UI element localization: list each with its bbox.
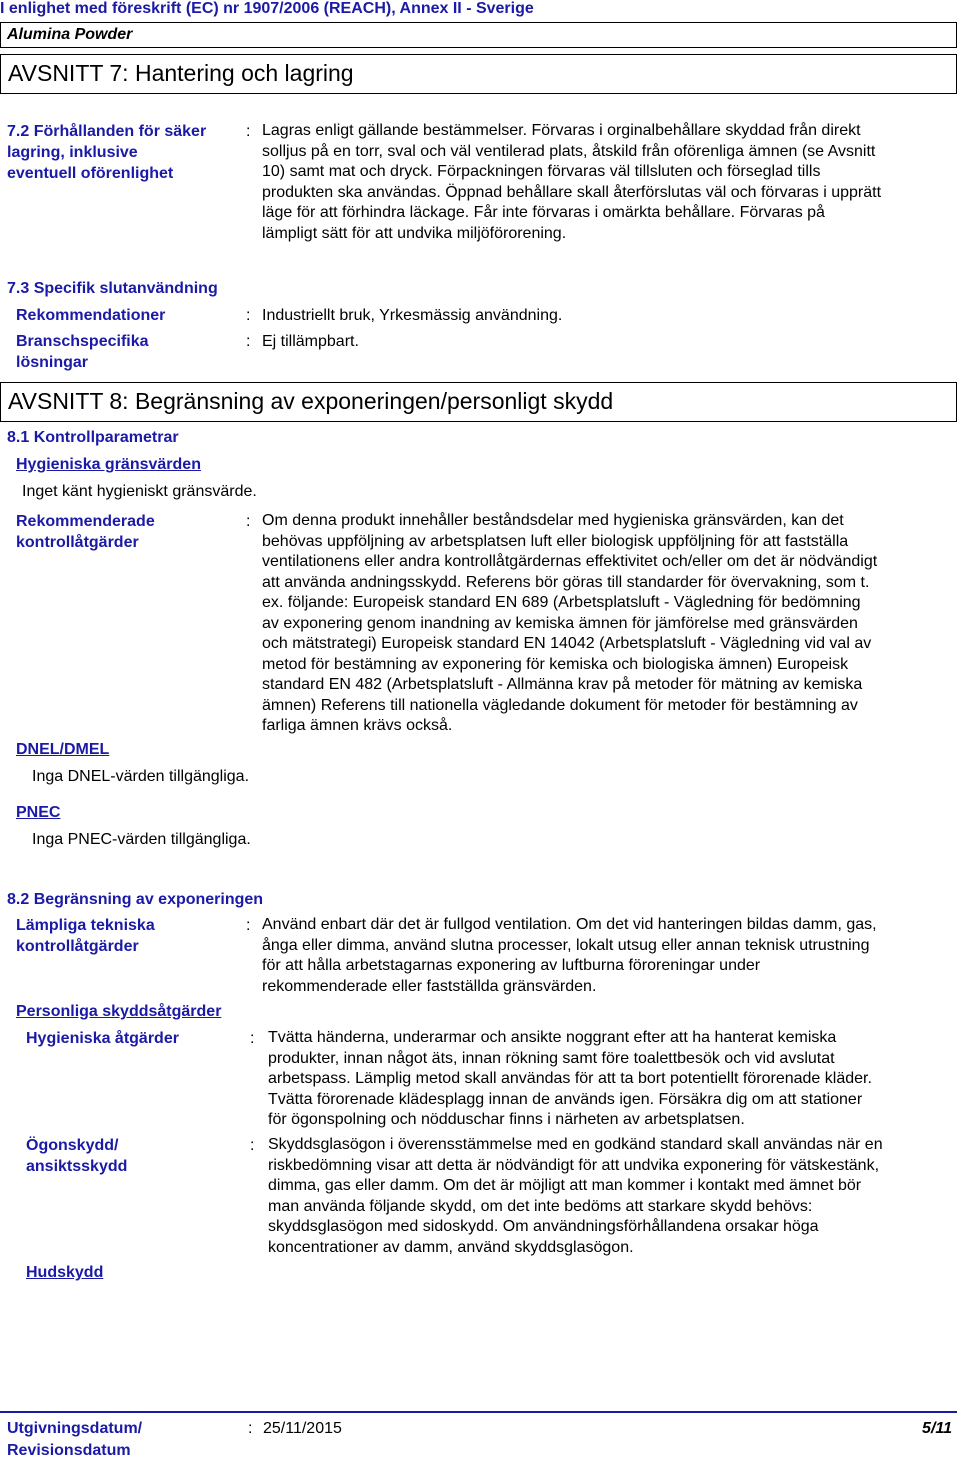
s72-text-line: produkten ska användas. Öppnad behållare skall återförslutas väl och förvaras i upprätt xyxy=(262,183,882,201)
tekniska-label-line-1: Lämpliga tekniska xyxy=(16,917,155,934)
branschspecifika-text: Ej tillämpbart. xyxy=(262,333,359,350)
rekommenderade-text-line: metod för bestämning av exponering för kemiska och biologiska ämnen) Europeisk xyxy=(262,655,849,673)
hygieniska-atgarder-label: Hygieniska åtgärder xyxy=(26,1030,179,1047)
rekommenderade-text-line: ventilationens eller andra kontrollåtgärdernas effektivitet och/eller om det är nödvändigt xyxy=(262,553,878,570)
hygieniska-atgarder-text xyxy=(268,1028,872,1131)
tekniska-text-line: rekommenderade eller fastställda gränsvärden. xyxy=(262,977,597,995)
ogonskydd-text-line: dimma, gas eller damm. Om det är möjligt att man kommer i kontakt med ämnet bör xyxy=(268,1177,862,1194)
footer-date-label-line-1: Utgivningsdatum/ xyxy=(7,1420,143,1437)
footer-divider xyxy=(0,1411,957,1413)
ogonskydd-text-line: riskbedömning visar att detta är nödvändigt för att undvika exponering för vätskestänk, xyxy=(268,1156,880,1174)
tekniska-text-line: Använd enbart där det är fullgod ventilation. Om det vid hanteringen bildas damm, gas, xyxy=(262,916,877,933)
branschspecifika-label-line-2: lösningar xyxy=(16,354,89,371)
hygieniska-atgarder-text-line: för ögonspolning och nödduschar finns i närheten av arbetsplatsen. xyxy=(268,1111,745,1128)
rekommenderade-text-line: och mätstrategi) Europeisk standard EN 14042 (Arbetsplatsluft - Vägledning vid val av xyxy=(262,635,872,652)
ogonskydd-colon: : xyxy=(250,1137,255,1154)
s72-text-line: lämpligt sätt för att undvika miljöförorening. xyxy=(262,224,567,242)
ogonskydd-text-line: koncentrationer av damm, använd skyddsglasögon. xyxy=(268,1238,634,1256)
s72-text-line: Lagras enligt gällande bestämmelser. Förvaras i orginalbehållare skyddad från direkt xyxy=(262,122,861,139)
pnec-text: Inga PNEC-värden tillgängliga. xyxy=(32,831,251,848)
hudskydd-link[interactable]: Hudskydd xyxy=(26,1264,104,1281)
rekommenderade-text-line: av exponering genom inandning av kemiska ämnen för jämförelse med gränsvärden xyxy=(262,614,858,632)
personliga-skyddsatgarder-link[interactable]: Personliga skyddsåtgärder xyxy=(16,1003,222,1020)
footer-date-value: 25/11/2015 xyxy=(263,1420,342,1437)
rekommenderade-colon: : xyxy=(246,513,251,530)
rekommenderade-text-line: standard EN 482 (Arbetsplatsluft - Allmänna krav på metoder för mätning av kemiska xyxy=(262,676,863,693)
tekniska-text-line: för att hålla arbetstagarnas exponering av luftburna föroreningar under xyxy=(262,957,761,974)
s72-text-line: läge för att förhindra läckage. Får inte förvaras i omärkta behållare. Förvaras på xyxy=(262,204,825,221)
product-name-bar: Alumina Powder xyxy=(0,22,957,48)
hygieniska-atgarder-text-line: arbetspass. Lämplig metod skall användas för att ta bort potentiellt förorenade kläder. xyxy=(268,1070,872,1087)
hygieniska-atgarder-text-line: Tvätta händerna, underarmar och ansikte noggrant efter att ha hanterat kemiska xyxy=(268,1029,837,1046)
ogonskydd-text xyxy=(268,1135,883,1258)
rekommendationer-text: Industriellt bruk, Yrkesmässig användning. xyxy=(262,307,563,324)
s72-label-line-2: lagring, inklusive xyxy=(7,144,138,161)
tekniska-label-line-2: kontrollåtgärder xyxy=(16,938,139,955)
dnel-dmel-text: Inga DNEL-värden tillgängliga. xyxy=(32,768,250,785)
s73-label: 7.3 Specifik slutanvändning xyxy=(7,280,218,297)
rekommenderade-text-line: ex. följande: Europeisk standard EN 689 (Arbetsplatsluft - Vägledning för bedömning xyxy=(262,594,861,611)
tekniska-text-line: ånga eller dimma, använd slutna processer, lokalt utsug eller annan teknisk utrustning xyxy=(262,936,870,954)
rekommendationer-label: Rekommendationer xyxy=(16,307,166,324)
rekommenderade-text-line: Om denna produkt innehåller beståndsdelar med hygieniska gränsvärden, kan det xyxy=(262,512,844,529)
s81-label: 8.1 Kontrollparametrar xyxy=(7,429,179,446)
hygieniska-gransvarden-text: Inget känt hygieniskt gränsvärde. xyxy=(22,483,257,500)
pnec-link[interactable]: PNEC xyxy=(16,804,61,821)
section-8-heading: AVSNITT 8: Begränsning av exponeringen/personligt skydd xyxy=(0,382,957,422)
rekommenderade-text-line: behövas uppföljning av arbetsplatsen luft eller biologisk uppföljning för att fastställa xyxy=(262,532,849,550)
footer-date-label xyxy=(7,1418,142,1462)
section-7-heading: AVSNITT 7: Hantering och lagring xyxy=(0,54,957,94)
rekommenderade-text xyxy=(262,511,877,737)
ogonskydd-text-line: Skyddsglasögon i överensstämmelse med en godkänd standard skall användas när en xyxy=(268,1136,883,1153)
branschspecifika-label-line-1: Branschspecifika xyxy=(16,333,149,350)
ogonskydd-text-line: skyddsglasögon med sidoskydd. Om användningsförhållandena orsakar höga xyxy=(268,1218,819,1235)
rekommenderade-text-line: att använda andningsskydd. Referens bör göras till standarder för övervakning, som t. xyxy=(262,573,870,591)
rekommendationer-colon: : xyxy=(246,307,251,324)
footer-colon: : xyxy=(248,1420,253,1437)
rekommenderade-text-line: ämnen) Referens till nationella vägledande dokument för metoder för bestämning av xyxy=(262,696,858,714)
s82-label: 8.2 Begränsning av exponeringen xyxy=(7,891,264,908)
hygieniska-atgarder-colon: : xyxy=(250,1030,255,1047)
ogonskydd-text-line: man använda följande skydd, om det inte bedöms att starkare skydd behövs: xyxy=(268,1197,813,1215)
ogonskydd-label-line-1: Ögonskydd/ xyxy=(26,1137,119,1154)
s72-colon: : xyxy=(246,123,251,140)
ogonskydd-label-line-2: ansiktsskydd xyxy=(26,1158,128,1175)
s72-label-line-1: 7.2 Förhållanden för säker xyxy=(7,123,207,140)
s72-text-line: 10) samt mat och dryck. Förpackningen förvaras väl tillsluten och förseglad tills xyxy=(262,163,821,180)
s72-label-line-3: eventuell oförenlighet xyxy=(7,165,174,182)
document-regulation-title: I enlighet med föreskrift (EC) nr 1907/2006 (REACH), Annex II - Sverige xyxy=(0,0,534,17)
rekommenderade-label-line-2: kontrollåtgärder xyxy=(16,534,139,551)
dnel-dmel-link[interactable]: DNEL/DMEL xyxy=(16,741,110,758)
footer-date-label-line-2: Revisionsdatum xyxy=(7,1442,131,1459)
s72-text-line: solljus på en torr, sval och väl ventilerad plats, åtskild från oförenliga ämnen (se Avsnitt xyxy=(262,142,876,160)
rekommenderade-text-line: farliga ämnen krävs också. xyxy=(262,717,453,734)
hygieniska-gransvarden-link[interactable]: Hygieniska gränsvärden xyxy=(16,456,201,473)
tekniska-text xyxy=(262,915,877,997)
rekommenderade-label-line-1: Rekommenderade xyxy=(16,513,155,530)
s72-text xyxy=(262,121,881,244)
hygieniska-atgarder-text-line: Tvätta förorenade klädesplagg innan de används igen. Försäkra dig om att stationer xyxy=(268,1090,863,1108)
page-number: 5/11 xyxy=(922,1420,952,1437)
branschspecifika-colon: : xyxy=(246,333,251,350)
hygieniska-atgarder-text-line: produkter, innan något äts, innan rökning samt före toalettbesök och vid avslutat xyxy=(268,1049,835,1067)
tekniska-colon: : xyxy=(246,917,251,934)
